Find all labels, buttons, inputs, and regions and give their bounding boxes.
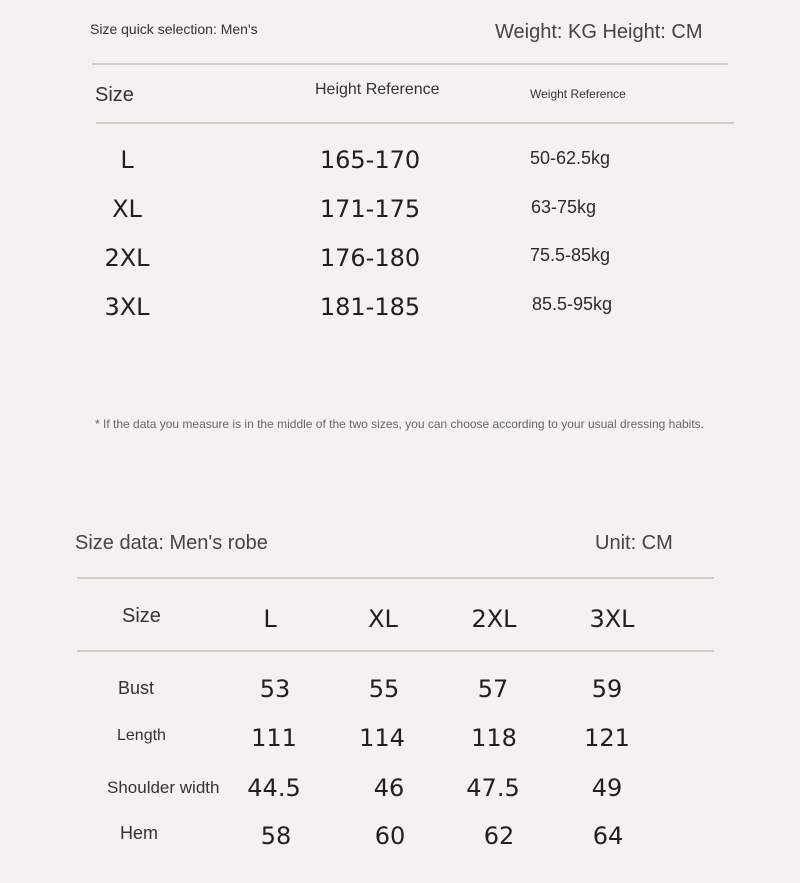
size-header-2xl: 2XL: [471, 605, 517, 633]
height-cell: 181-185: [319, 293, 421, 321]
size-cell: 2XL: [104, 244, 150, 272]
divider: [77, 650, 714, 652]
value-cell: 114: [359, 724, 405, 752]
row-label-shoulder-width: Shoulder width: [107, 778, 220, 797]
divider: [92, 63, 728, 65]
size-header-l: L: [263, 605, 277, 633]
value-cell: 59: [591, 675, 623, 703]
value-cell: 44.5: [247, 774, 301, 802]
divider: [96, 122, 734, 124]
header-height-reference: Height Reference: [315, 81, 440, 98]
value-cell: 111: [251, 724, 297, 752]
value-cell: 53: [259, 675, 291, 703]
size-header-3xl: 3XL: [589, 605, 635, 633]
value-cell: 121: [584, 724, 630, 752]
quick-selection-title: Size quick selection: Men's: [90, 21, 258, 37]
divider: [77, 577, 714, 579]
value-cell: 64: [592, 822, 624, 850]
value-cell: 118: [471, 724, 517, 752]
sizing-note: * If the data you measure is in the middle of the two sizes, you can choose according to your usual dressing habits.: [95, 417, 705, 431]
weight-cell: 50-62.5kg: [530, 148, 611, 168]
weight-cell: 85.5-95kg: [532, 294, 613, 314]
value-cell: 55: [368, 675, 400, 703]
header-weight-reference: Weight Reference: [530, 87, 626, 101]
weight-cell: 63-75kg: [531, 197, 597, 217]
row-label-hem: Hem: [120, 823, 159, 843]
height-cell: 171-175: [319, 195, 421, 223]
header-size: Size: [122, 605, 161, 627]
unit-label: Unit: CM: [595, 532, 673, 554]
size-cell: 3XL: [104, 293, 150, 321]
size-header-xl: XL: [368, 605, 398, 633]
row-label-bust: Bust: [118, 678, 155, 698]
value-cell: 47.5: [466, 774, 520, 802]
value-cell: 46: [373, 774, 405, 802]
value-cell: 58: [260, 822, 292, 850]
weight-cell: 75.5-85kg: [530, 245, 611, 265]
size-cell: XL: [112, 195, 142, 223]
value-cell: 49: [591, 774, 623, 802]
size-data-title: Size data: Men's robe: [75, 532, 268, 554]
units-note: Weight: KG Height: CM: [495, 21, 703, 43]
header-size: Size: [95, 84, 134, 106]
row-label-length: Length: [117, 727, 166, 744]
height-cell: 165-170: [319, 146, 421, 174]
height-cell: 176-180: [319, 244, 421, 272]
value-cell: 57: [477, 675, 509, 703]
value-cell: 62: [483, 822, 515, 850]
size-cell: L: [120, 146, 134, 174]
value-cell: 60: [374, 822, 406, 850]
